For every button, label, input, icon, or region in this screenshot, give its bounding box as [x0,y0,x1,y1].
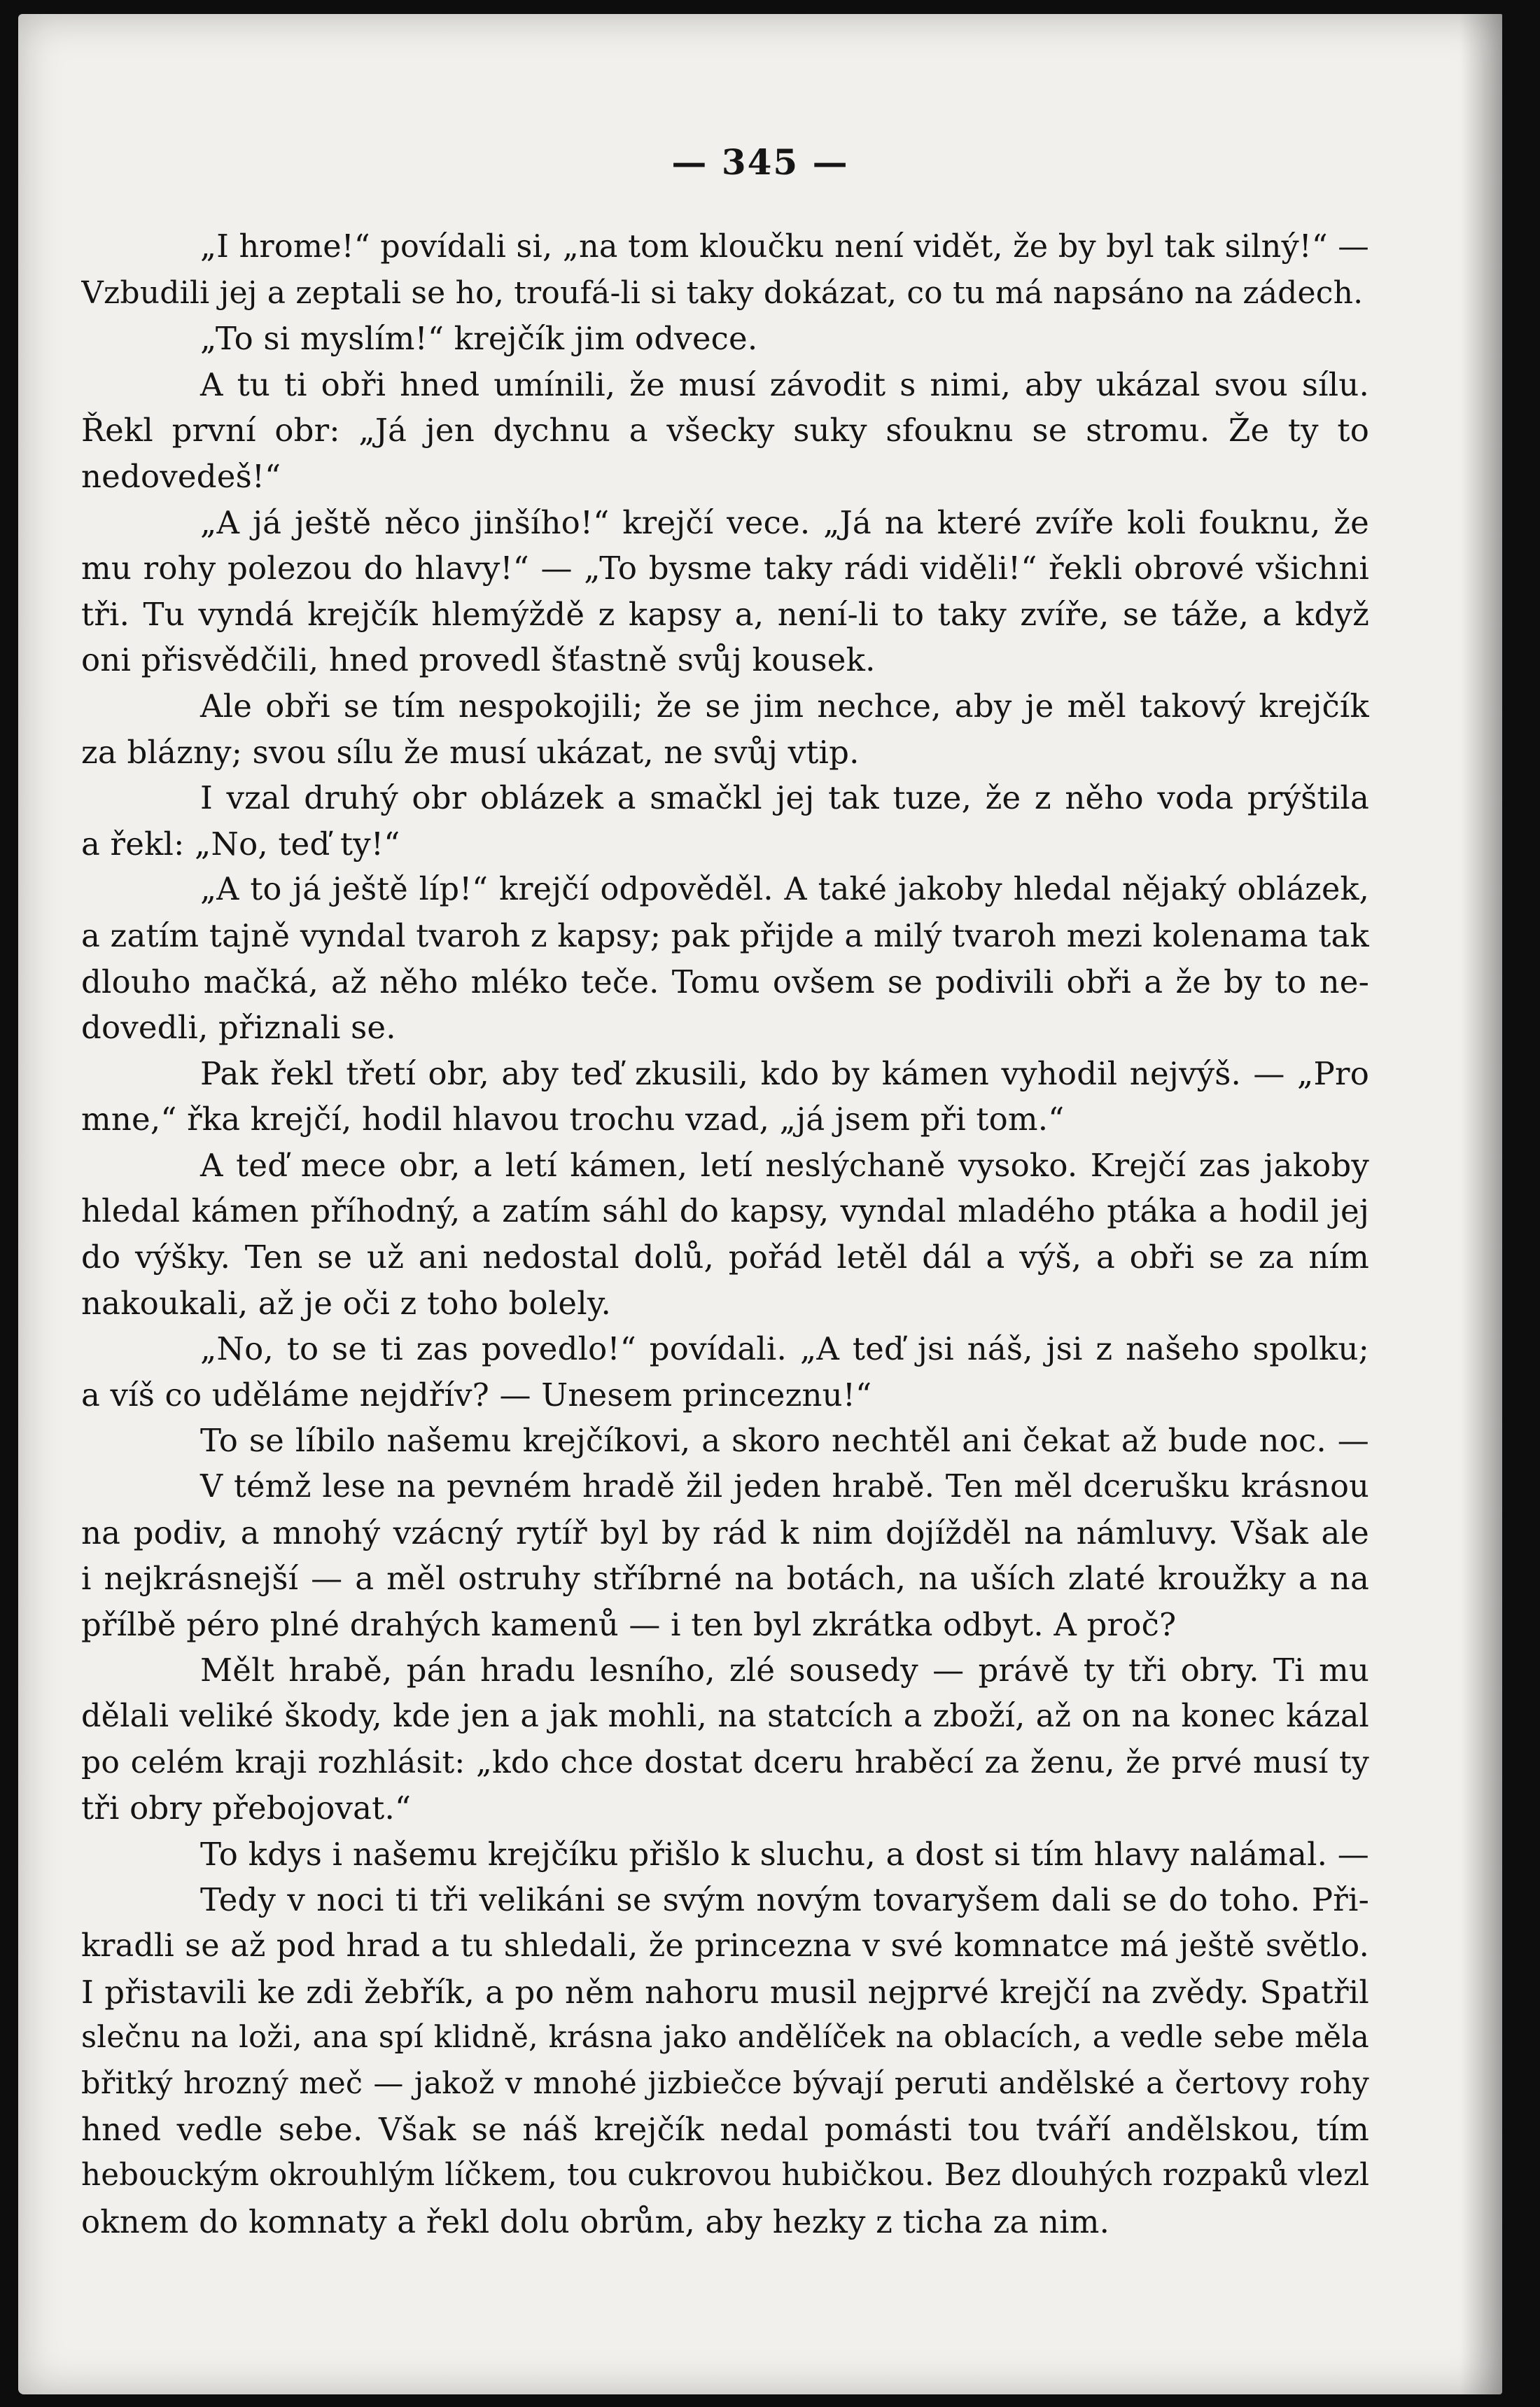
text-line: kradli se až pod hrad a tu shledali, že princezna v své komnatce má ještě světlo. [81,1927,1369,1964]
text-line: „A já ještě něco jinšího!“ krejčí vece. „Já na které zvíře koli fouknu, že [200,503,1369,541]
text-line: „I hrome!“ povídali si, „na tom kloučku není vidět, že by byl tak silný!“ — [200,229,1369,265]
text-line: oknem do komnaty a řekl dolu obrům, aby hezky z ticha za nim. [81,2203,1110,2240]
text-line: a víš co uděláme nejdřív? — Unesem princeznu!“ [81,1376,872,1414]
text-line: slečnu na loži, ana spí klidně, krásna jako andělíček na oblacích, a vedle sebe měla [81,2020,1369,2056]
text-line: hned vedle sebe. Však se náš krejčík nedal pomásti tou tváří andělskou, tím [81,2111,1369,2149]
text-line: břitký hrozný meč — jakož v mnohé jizbiečce bývají peruti andělské a čertovy rohy [81,2065,1369,2101]
text-line: mu rohy polezou do hlavy!“ — „To bysme taky rádi viděli!“ řekli obrové všichni [81,550,1369,587]
text-line: tři obry přebojovat.“ [81,1789,412,1827]
text-line: hebouckým okrouhlým líčkem, tou cukrovou hubičkou. Bez dlouhých rozpaků vlezl [81,2157,1369,2193]
book-page [18,14,1502,2394]
text-line: hledal kámen příhodný, a zatím sáhl do kapsy, vyndal mladého ptáka a hodil jej [81,1192,1369,1230]
spine-shadow [1460,14,1502,2394]
text-line: V témž lese na pevném hradě žil jeden hrabě. Ten měl dcerušku krásnou [200,1469,1369,1505]
text-line: i nejkrásnejší — a měl ostruhy stříbrné na botách, na uších zlaté kroužky a na [81,1560,1369,1598]
text-line: I vzal druhý obr oblázek a smačkl jej tak tuze, že z něho voda prýštila [200,779,1369,817]
text-line: To kdys i našemu krejčíku přišlo k sluchu, a dost si tím hlavy nalámal. — [200,1835,1369,1873]
text-line: a řekl: „No, teď ty!“ [81,825,400,863]
text-line: „A to já ještě líp!“ krejčí odpověděl. A také jakoby hledal nějaký oblázek, [200,872,1369,908]
text-line: Řekl první obr: „Já jen dychnu a všecky suky sfouknu se stromu. Že ty to [81,412,1369,449]
text-line: tři. Tu vyndá krejčík hlemýždě z kapsy a, není-li to taky zvíře, se táže, a když [81,595,1369,633]
text-line: Mělt hrabě, pán hradu lesního, zlé sousedy — právě ty tři obry. Ti mu [200,1652,1369,1689]
text-line: Vzbudili jej a zeptali se ho, troufá-li si taky dokázat, co tu má napsáno na zádech. [81,274,1364,311]
text-line: a zatím tajně vyndal tvaroh z kapsy; pak přijde a milý tvaroh mezi kolenama tak [81,916,1369,954]
text-line: A tu ti obři hned umínili, že musí závodit s nimi, aby ukázal svou sílu. [200,365,1369,403]
text-line: To se líbilo našemu krejčíkovi, a skoro nechtěl ani čekat až bude noc. — [200,1422,1369,1460]
text-line: na podiv, a mnohý vzácný rytíř byl by rád k nim dojížděl na námluvy. Však ale [81,1514,1369,1551]
page-number: — 345 — [671,141,849,183]
text-line: do výšky. Ten se už ani nedostal dolů, pořád letěl dál a výš, a obři se za ním [81,1239,1369,1276]
text-line: „No, to se ti zas povedlo!“ povídali. „A teď jsi náš, jsi z našeho spolku; [200,1330,1369,1368]
text-line: po celém kraji rozhlásit: „kdo chce dostat dceru hraběcí za ženu, že prvé musí ty [81,1744,1369,1780]
text-line: dlouho mačká, až něho mléko teče. Tomu ovšem se podivili obři a že by to ne- [81,963,1369,1000]
text-line: za blázny; svou sílu že musí ukázat, ne svůj vtip. [81,733,860,771]
text-line: nedovedeš!“ [81,457,281,495]
text-line: přílbě péro plné drahých kamenů — i ten byl zkrátka odbyt. A proč? [81,1605,1177,1643]
text-line: dělali veliké škody, kde jen a jak mohli, na statcích a zboží, až on na konec kázal [81,1698,1369,1734]
text-line: „To si myslím!“ krejčík jim odvece. [200,320,758,358]
text-line: dovedli, přiznali se. [81,1009,396,1047]
text-line: nakoukali, až je oči z toho bolely. [81,1284,611,1322]
text-line: mne,“ řka krejčí, hodil hlavou trochu vzad, „já jsem při tom.“ [81,1101,1065,1138]
text-line: Pak řekl třetí obr, aby teď zkusili, kdo by kámen vyhodil nejvýš. — „Pro [200,1054,1369,1092]
page-text [81,224,1369,2245]
text-line: Tedy v noci ti tři velikáni se svým novým tovaryšem dali se do toho. Při- [200,1881,1369,1919]
text-line: I přistavili ke zdi žebřík, a po něm nahoru musil nejprvé krejčí na zvědy. Spatřil [81,1973,1369,2011]
text-line: Ale obři se tím nespokojili; že se jim nechce, aby je měl takový krejčík [200,687,1369,725]
text-line: oni přisvědčili, hned provedl šťastně svůj kousek. [81,641,876,679]
text-line: A teď mece obr, a letí kámen, letí neslýchaně vysoko. Krejčí zas jakoby [200,1146,1369,1184]
